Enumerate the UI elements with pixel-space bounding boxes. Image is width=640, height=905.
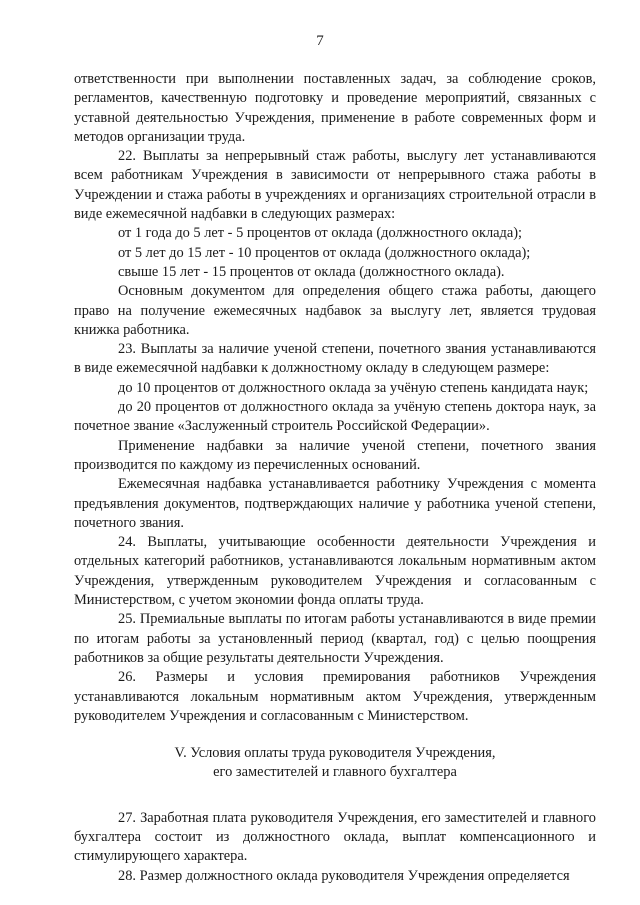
paragraph-23-note: Применение надбавки за наличие ученой степени, почетного звания производится по каждому из перечисленных оснований. [74,437,596,473]
paragraph-26: 26. Размеры и условия премирования работников Учреждения устанавливаются локальным нормативным актом Учреждения, утвержденным руководителем Учреждения и согласованным с Министерством. [74,669,596,724]
paragraph-22-item: от 5 лет до 15 лет - 10 процентов от оклада (должностного оклада); [118,244,531,261]
paragraph-23-item: до 20 процентов от должностного оклада за учёную степень доктора наук, за почетное звание «Заслуженный строитель Российской Федерации». [74,399,596,435]
paragraph-22-item: свыше 15 лет - 15 процентов от оклада (должностного оклада). [118,263,505,280]
paragraph-22-note: Основным документом для определения общего стажа работы, дающего право на получение ежемесячных надбавок за выслугу лет, является трудовая книжка работника. [74,283,596,338]
paragraph-27: 27. Заработная плата руководителя Учреждения, его заместителей и главного бухгалтера состоит из должностного оклада, выплат компенсационного и стимулирующего характера. [74,809,596,865]
paragraph-24: 24. Выплаты, учитывающие особенности деятельности Учреждения и отдельных категорий работников, устанавливаются локальным нормативным актом Учреждения, утвержденным руководителем Учреждения и согласованным с Министерством, с учетом экономии фонда оплаты труда. [74,534,596,609]
paragraph-22-item: от 1 года до 5 лет - 5 процентов от оклада (должностного оклада); [118,225,523,242]
paragraph-23-item: до 10 процентов от должностного оклада за учёную степень кандидата наук; [118,379,589,396]
document-body [74,70,596,886]
page-number: 7 [316,33,324,49]
section-heading [74,744,596,783]
section-heading-line: его заместителей и главного бухгалтера [213,764,457,781]
section-heading-line: V. Условия оплаты труда руководителя Учреждения, [174,745,496,762]
paragraph-22: 22. Выплаты за непрерывный стаж работы, выслугу лет устанавливаются всем работникам Учреждения в зависимости от непрерывного стажа работы в Учреждении и стажа работы в учреждениях и организациях строительной отрасли в виде ежемесячной надбавки в следующих размерах: [74,148,596,223]
paragraph-28: 28. Размер должностного оклада руководителя Учреждения определяется [118,867,570,884]
paragraph-23: 23. Выплаты за наличие ученой степени, почетного звания устанавливаются в виде ежемесячной надбавки к должностному окладу в следующем размере: [74,341,596,377]
paragraph-23-note: Ежемесячная надбавка устанавливается работнику Учреждения с момента предъявления документов, подтверждающих наличие у работника ученой степени, почетного звания. [74,476,596,531]
paragraph: ответственности при выполнении поставленных задач, за соблюдение сроков, регламентов, качественную подготовку и проведение мероприятий, связанных с уставной деятельностью Учреждения, применение в работе современных форм и методов организации труда. [74,71,596,145]
paragraph-25: 25. Премиальные выплаты по итогам работы устанавливаются в виде премии по итогам работы за установленный период (квартал, год) с целью поощрения работников за общие результаты деятельности Учреждения. [74,611,596,666]
